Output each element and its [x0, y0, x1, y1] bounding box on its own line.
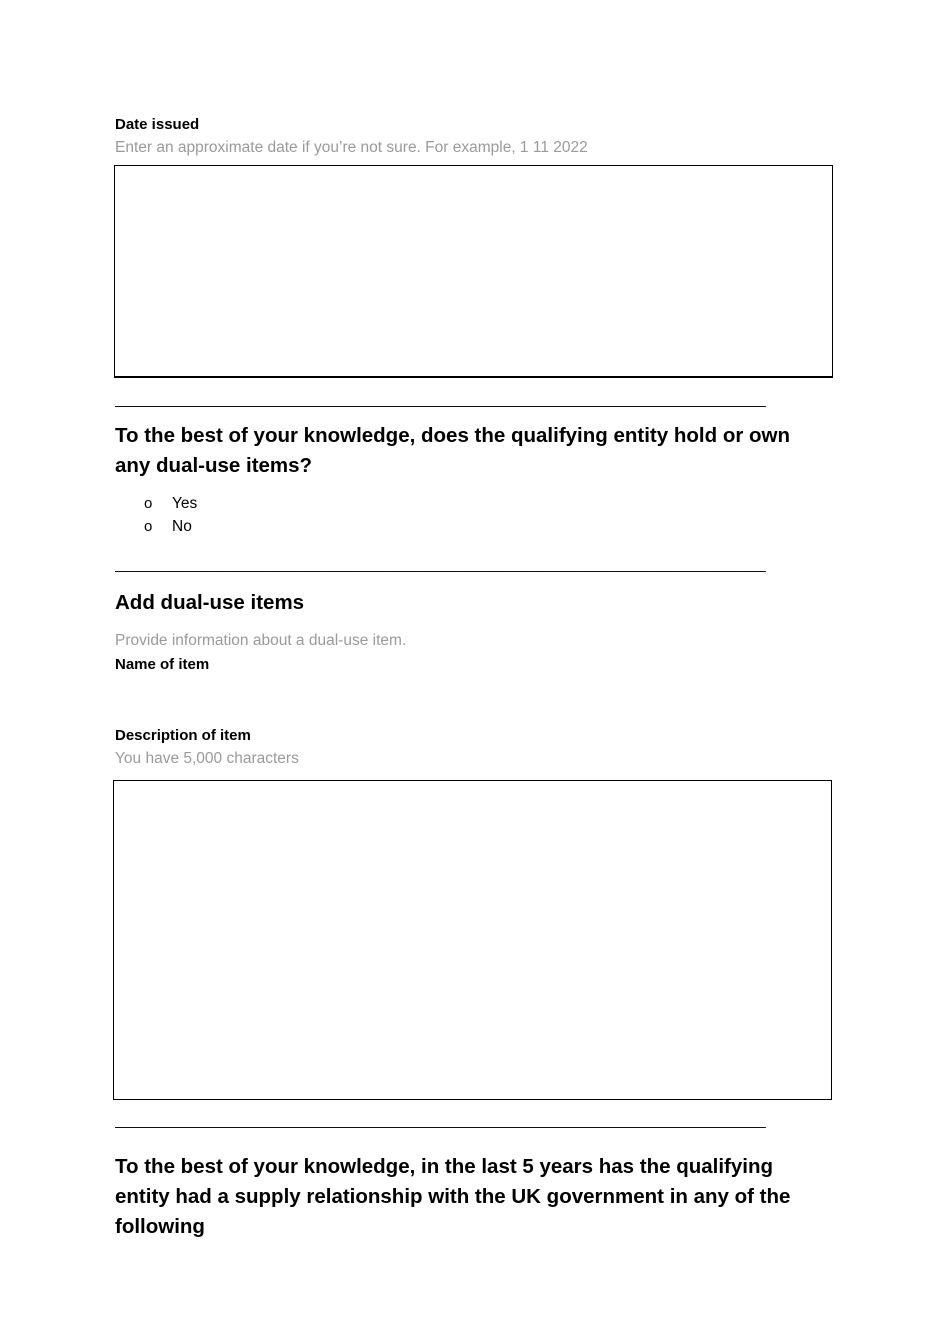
date-issued-label: Date issued: [115, 116, 200, 133]
supply-relationship-question: To the best of your knowledge, in the last 5 years has the qualifying entity had a supply relationship with the UK government in any of the following: [115, 1155, 791, 1238]
item-description-label: Description of item: [115, 727, 251, 744]
radio-circle-icon: o: [144, 495, 153, 512]
date-issued-input[interactable]: [114, 165, 833, 378]
section-separator: ______________________________________________________________________________: [115, 392, 766, 408]
item-description-hint: You have 5,000 characters: [115, 750, 299, 767]
item-description-textarea[interactable]: [113, 780, 832, 1100]
radio-option-label: No: [172, 518, 192, 535]
item-name-label: Name of item: [115, 656, 210, 673]
radio-option-label: Yes: [172, 495, 198, 512]
section-separator: ______________________________________________________________________________: [115, 557, 766, 573]
add-items-hint: Provide information about a dual-use item.: [115, 632, 407, 649]
date-issued-hint: Enter an approximate date if you’re not sure. For example, 1 11 2022: [115, 139, 588, 156]
radio-circle-icon: o: [144, 518, 153, 535]
section-separator: ______________________________________________________________________________: [115, 1113, 766, 1129]
dual-use-question: To the best of your knowledge, does the qualifying entity hold or own any dual-use items?: [115, 424, 790, 477]
radio-option-no[interactable]: [144, 518, 192, 536]
radio-option-yes[interactable]: [144, 495, 197, 513]
add-items-heading: Add dual-use items: [115, 591, 305, 614]
